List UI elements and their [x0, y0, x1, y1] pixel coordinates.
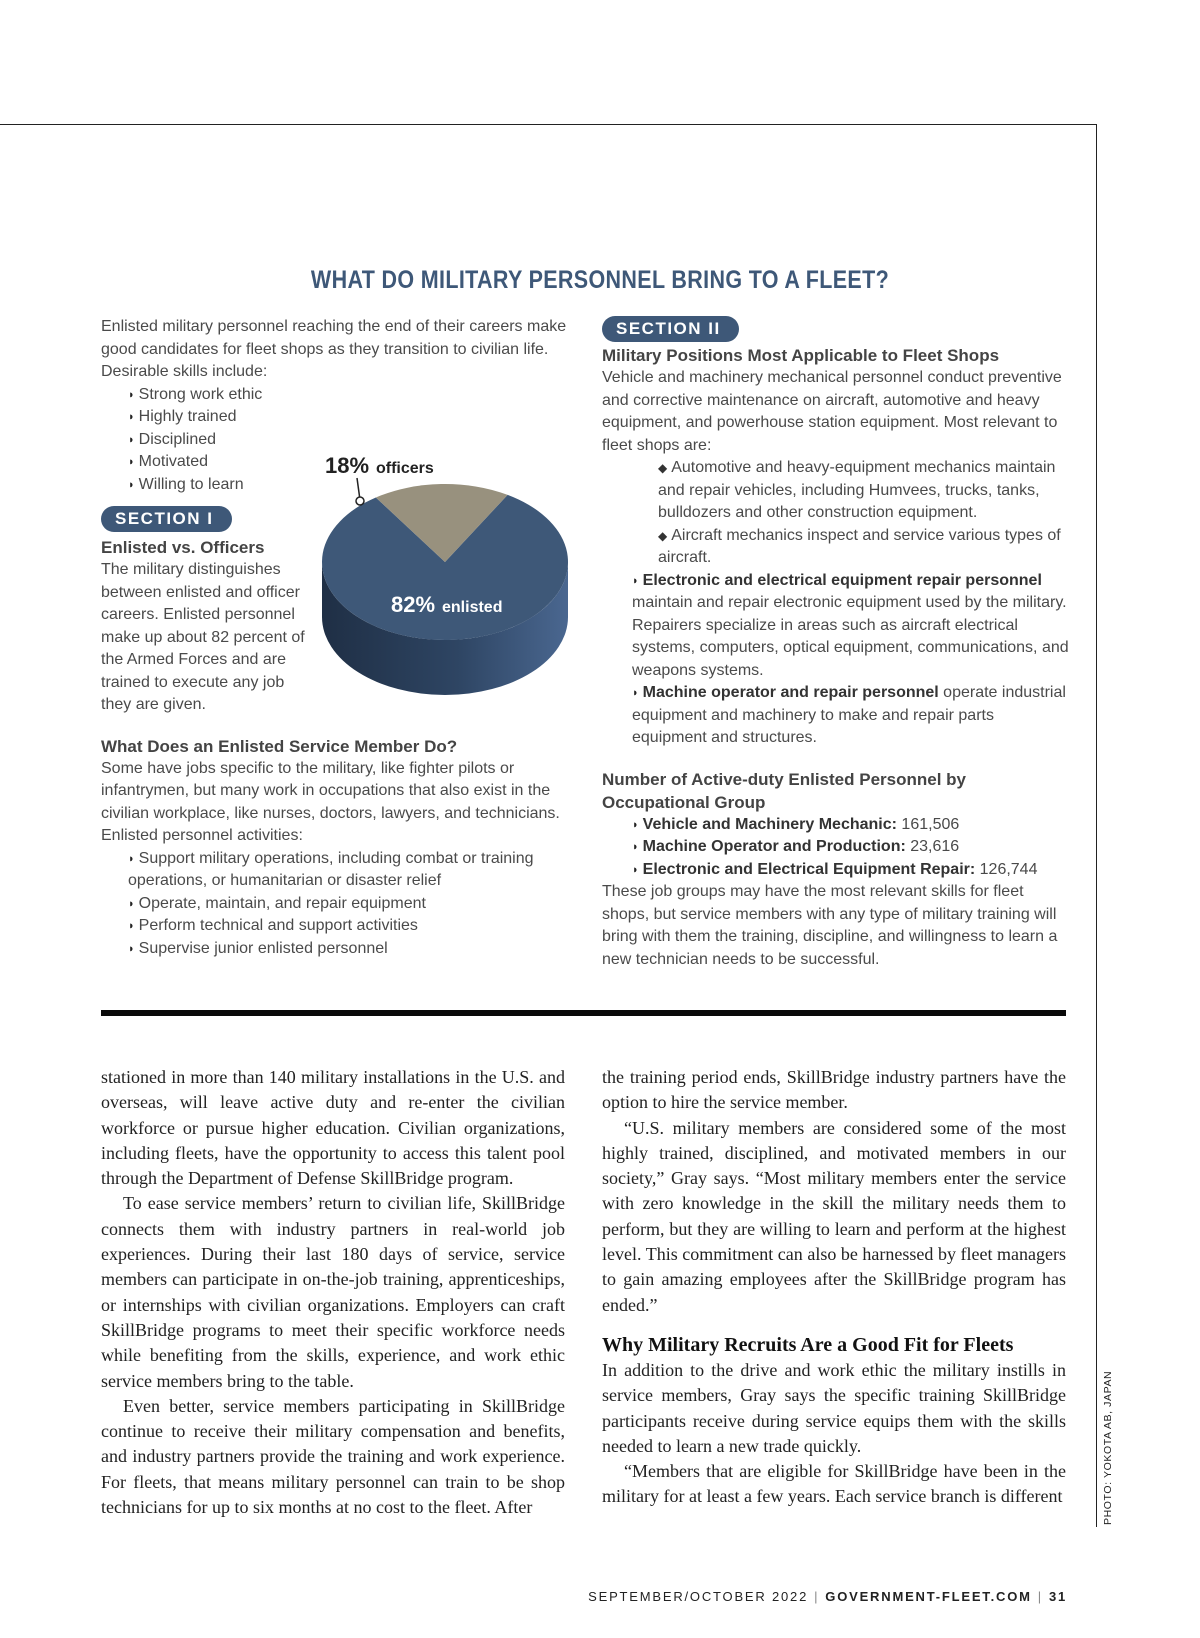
diamond-bullet-icon: ◆ — [658, 528, 668, 543]
article-paragraph: In addition to the drive and work ethic the military instills in service members, Gray says the specific training SkillBridge participants receive during service equips them with the skills needed to learn a new trade quickly. — [602, 1359, 1066, 1456]
article-subheading: Why Military Recruits Are a Good Fit for Fleets — [602, 1333, 1014, 1356]
sidebar-intro: Enlisted military personnel reaching the end of their careers make good candidates for fleet shops as they transition to civilian life. Desirable skills include: — [101, 318, 567, 380]
bullet-icon: ◗ — [632, 863, 639, 876]
footer-page-number: 31 — [1048, 1589, 1067, 1604]
bullet-icon: ◗ — [128, 388, 135, 401]
counts-list — [602, 814, 1072, 882]
photo-credit: PHOTO: YOKOTA AB, JAPAN — [1102, 1370, 1114, 1525]
article-right-column — [602, 1065, 1066, 1510]
section-1-body: The military distinguishes between enlisted and officer careers. Enlisted personnel make up about 82 percent of the Armed Forces and are trained to execute any job they are given. — [101, 561, 305, 713]
list-item: ◗ Perform technical and support activities — [128, 917, 418, 934]
activities-intro: Enlisted personnel activities: — [101, 827, 303, 844]
article-paragraph: Even better, service members participating in SkillBridge continue to receive their military compensation and benefits, and industry partners provide the training and work experience. For fleets, that means military personnel can train to be shop technicians for up to six months at no cost to the fleet. After — [101, 1395, 565, 1518]
bullet-icon: ◗ — [128, 942, 135, 955]
section-2-badge: SECTION II — [602, 316, 739, 342]
bullet-icon: ◗ — [632, 818, 639, 831]
article-paragraph: the training period ends, SkillBridge industry partners have the option to hire the service member. — [602, 1067, 1066, 1113]
list-item: ◗ Disciplined — [128, 430, 217, 448]
bullet-icon: ◗ — [128, 897, 135, 910]
section-2-heading: Military Positions Most Applicable to Fleet Shops — [602, 346, 1000, 365]
list-item: ◆ Automotive and heavy-equipment mechanics maintain and repair vehicles, including Humvees, trucks, tanks, bulldozers and other construction equipment. — [658, 459, 1056, 521]
frame-top-rule — [0, 124, 1097, 125]
article-left-column — [101, 1065, 565, 1520]
bullet-icon: ◗ — [128, 411, 135, 423]
section-1-heading: Enlisted vs. Officers — [101, 538, 265, 557]
section-1-subbody: Some have jobs specific to the military, like fighter pilots or infantrymen, but many work in occupations that also exist in the civilian workplace, like nurses, doctors, lawyers, and technicians. — [101, 759, 560, 822]
bullet-icon: ◗ — [128, 433, 135, 446]
section-1-badge: SECTION I — [101, 506, 232, 532]
enlisted-name-label: enlisted — [442, 599, 503, 616]
sidebar-title: WHAT DO MILITARY PERSONNEL BRING TO A FLEET? — [310, 266, 890, 294]
footer-separator: | — [1037, 1589, 1043, 1604]
section-1-subheading: What Does an Enlisted Service Member Do? — [101, 736, 458, 756]
section-2-intro: Vehicle and machinery mechanical personnel conduct preventive and corrective maintenance on aircraft, automotive and heavy equipment, and powerhouse station equipment. Most relevant to fleet shops are: — [602, 369, 1062, 454]
article-paragraph: To ease service members’ return to civilian life, SkillBridge connects them with industry partners in real-world job experiences. During their last 180 days of service, service members can participate in on-the-job training, apprenticeships, or internships with civilian organizations. Employers can craft SkillBridge programs to meet their specific workforce needs while benefiting from the skills, experience, and work ethic service members bring to the table. — [101, 1193, 565, 1391]
page-footer — [588, 1589, 1067, 1604]
diamond-bullet-icon: ◆ — [658, 461, 668, 475]
bullet-icon: ◗ — [128, 456, 135, 468]
footer-issue: SEPTEMBER/OCTOBER 2022 — [588, 1589, 809, 1604]
list-item: ◗ Supervise junior enlisted personnel — [128, 939, 388, 957]
list-item: ◗ Support military operations, including combat or training operations, or humanitarian or disaster relief — [128, 849, 534, 889]
list-item: ◆ Aircraft mechanics inspect and service various types of aircraft. — [658, 526, 1061, 566]
frame-right-rule — [1096, 124, 1097, 1527]
sidebar-right-column — [602, 316, 1072, 971]
bullet-icon: ◗ — [632, 841, 639, 853]
pie-leader-dot — [356, 497, 364, 505]
list-item: ◗ Operate, maintain, and repair equipment — [128, 894, 426, 912]
list-item: ◗ Vehicle and Machinery Mechanic: 161,506 — [632, 815, 960, 833]
pie-chart — [305, 440, 590, 715]
article-paragraph: stationed in more than 140 military installations in the U.S. and overseas, will leave active duty and re-enter the civilian workforce or pursue higher education. Civilian organizations, including fleets, have the opportunity to access this talent pool through the Department of Defense SkillBridge program. — [101, 1067, 565, 1189]
article-paragraph: “Members that are eligible for SkillBridge have been in the military for at least a few years. Each service branch is different — [602, 1461, 1066, 1507]
bullet-icon: ◗ — [128, 478, 135, 491]
bullet-icon: ◗ — [632, 574, 639, 587]
sidebar-divider — [101, 1010, 1066, 1016]
pie-chart-svg — [305, 440, 590, 715]
footer-site: GOVERNMENT-FLEET.COM — [825, 1589, 1032, 1604]
count-heading: Number of Active-duty Enlisted Personnel by Occupational Group — [602, 769, 966, 812]
article-paragraph: “U.S. military members are considered some of the most highly trained, disciplined, and motivated members in our society,” Gray says. “Most military members enter the service with zero knowledge in the skill the military needs them to perform, but they are willing to learn and perform at the highest level. This commitment can also be harnessed by fleet managers to gain amazing employees after the SkillBridge program has ended.” — [602, 1117, 1066, 1315]
list-item: ◗ Strong work ethic — [128, 385, 263, 403]
personnel-list — [602, 570, 1072, 750]
bullet-icon: ◗ — [128, 920, 135, 932]
list-item: ◗ Motivated — [128, 453, 209, 470]
officers-pct-label: 18% — [325, 453, 370, 478]
footer-separator: | — [814, 1589, 820, 1604]
list-item: ◗ Electronic and electrical equipment repair personnel maintain and repair electronic equipment used by the military. Repairers specialize in areas such as aircraft electrical systems, computers, optical equipment, communications, and weapons systems. — [632, 571, 1069, 679]
bullet-icon: ◗ — [632, 687, 639, 699]
sub-items-list — [602, 457, 1072, 570]
officers-name-label: officers — [376, 460, 434, 477]
activities-list — [101, 848, 571, 961]
enlisted-pct-label: 82% — [391, 592, 436, 617]
list-item: ◗ Machine operator and repair personnel operate industrial equipment and machinery to make and repair parts equipment and structures. — [632, 684, 1066, 746]
bullet-icon: ◗ — [128, 852, 135, 865]
list-item: ◗ Highly trained — [128, 408, 237, 425]
list-item: ◗ Electronic and Electrical Equipment Repair: 126,744 — [632, 860, 1038, 878]
section-2-closing: These job groups may have the most relevant skills for fleet shops, but service members with any type of military training will bring with them the training, discipline, and willingness to learn a new technician needs to be successful. — [602, 883, 1058, 968]
list-item: ◗ Willing to learn — [128, 475, 244, 493]
list-item: ◗ Machine Operator and Production: 23,616 — [632, 838, 960, 855]
